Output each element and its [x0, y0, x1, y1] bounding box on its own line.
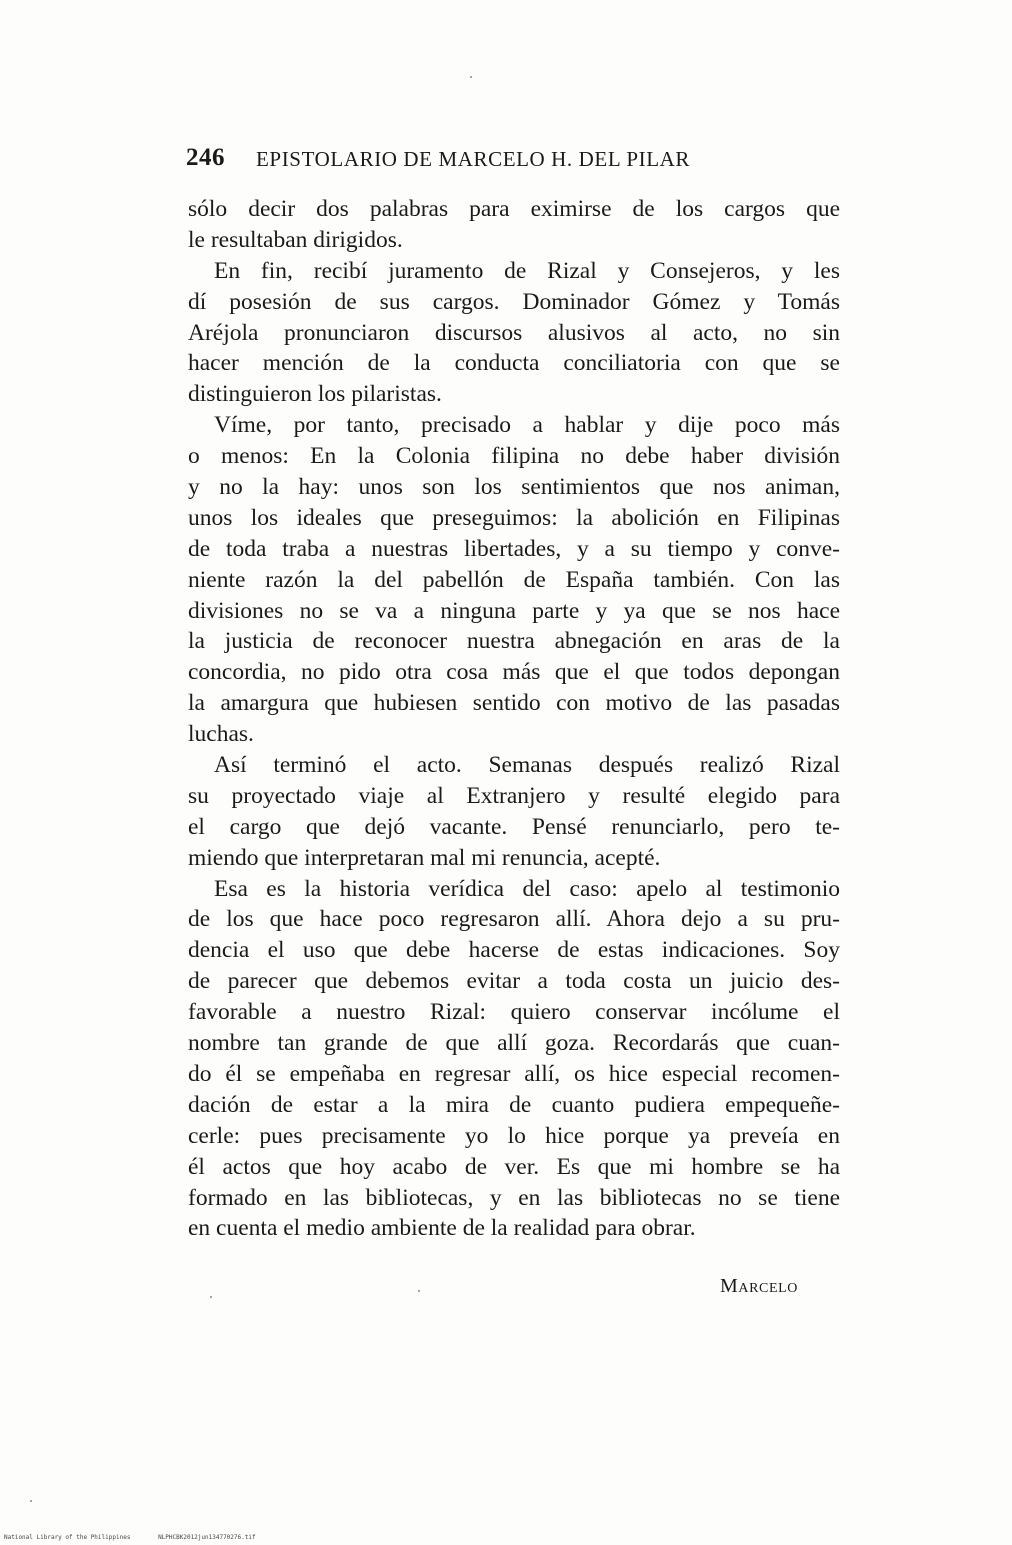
text-line: el cargo que dejó vacante. Pensé renunciarlo, pero te- — [188, 813, 840, 840]
text-line: dencia el uso que debe hacerse de estas indicaciones. Soy — [188, 937, 840, 964]
text-line: la amargura que hubiesen sentido con motivo de las pasadas — [188, 690, 840, 717]
text-line: unos los ideales que preseguimos: la abolición en Filipinas — [188, 504, 840, 531]
text-line: Víme, por tanto, precisado a hablar y dije poco más — [214, 412, 840, 439]
text-line: concordia, no pido otra cosa más que el que todos depongan — [188, 659, 840, 686]
text-line: distinguieron los pilaristas. — [188, 381, 442, 408]
footer-file-id: NLPHCBK2012jun134770276.tif — [158, 1534, 256, 1541]
letter-body — [188, 194, 840, 1244]
signature: Marcelo — [720, 1275, 798, 1297]
text-line: formado en las bibliotecas, y en las bibliotecas no se tiene — [188, 1184, 840, 1211]
scan-speck — [210, 1296, 212, 1298]
text-line: hacer mención de la conducta conciliatoria con que se — [188, 350, 840, 377]
text-line: dí posesión de sus cargos. Dominador Gómez y Tomás — [188, 288, 840, 315]
page-number: 246 — [186, 144, 225, 171]
text-line: dación de estar a la mira de cuanto pudiera empequeñe- — [188, 1091, 840, 1118]
text-line: le resultaban dirigidos. — [188, 226, 403, 253]
text-line: de parecer que debemos evitar a toda costa un juicio des- — [188, 968, 840, 995]
text-line: la justicia de reconocer nuestra abnegación en aras de la — [188, 628, 840, 655]
text-line: en cuenta el medio ambiente de la realidad para obrar. — [188, 1215, 696, 1242]
text-line: sólo decir dos palabras para eximirse de los cargos que — [188, 196, 840, 222]
text-line: cerle: pues precisamente yo lo hice porque ya preveía en — [188, 1122, 840, 1149]
scan-speck — [418, 1290, 420, 1292]
text-line: de toda traba a nuestras libertades, y a su tiempo y conve- — [188, 535, 840, 562]
scan-footer — [4, 1534, 280, 1541]
scan-speck — [30, 1500, 32, 1502]
text-line: luchas. — [188, 721, 254, 748]
text-line: favorable a nuestro Rizal: quiero conservar incólume el — [188, 999, 840, 1026]
text-line: de los que hace poco regresaron allí. Ahora dejo a su pru- — [188, 906, 840, 933]
text-line: él actos que hoy acabo de ver. Es que mi hombre se ha — [188, 1153, 840, 1180]
text-line: Aréjola pronunciaron discursos alusivos al acto, no sin — [188, 319, 840, 346]
text-line: Esa es la historia verídica del caso: apelo al testimonio — [214, 875, 840, 902]
footer-library: National Library of the Philippines — [4, 1534, 131, 1541]
text-line: do él se empeñaba en regresar allí, os hice especial recomen- — [188, 1060, 840, 1087]
text-line: En fin, recibí juramento de Rizal y Consejeros, y les — [214, 257, 840, 284]
text-line: y no la hay: unos son los sentimientos que nos animan, — [188, 474, 840, 501]
text-line: nombre tan grande de que allí goza. Recordarás que cuan- — [188, 1030, 840, 1057]
running-head: EPISTOLARIO DE MARCELO H. DEL PILAR — [256, 147, 690, 171]
page-header — [186, 144, 826, 178]
text-line: divisiones no se va a ninguna parte y ya que se nos hace — [188, 597, 840, 624]
text-line: niente razón la del pabellón de España también. Con las — [188, 566, 840, 593]
text-line: miendo que interpretaran mal mi renuncia, acepté. — [188, 844, 661, 871]
text-line: Así terminó el acto. Semanas después realizó Rizal — [214, 752, 840, 779]
text-line: su proyectado viaje al Extranjero y resulté elegido para — [188, 782, 840, 809]
text-line: o menos: En la Colonia filipina no debe haber división — [188, 443, 840, 470]
scan-speck — [470, 76, 472, 78]
